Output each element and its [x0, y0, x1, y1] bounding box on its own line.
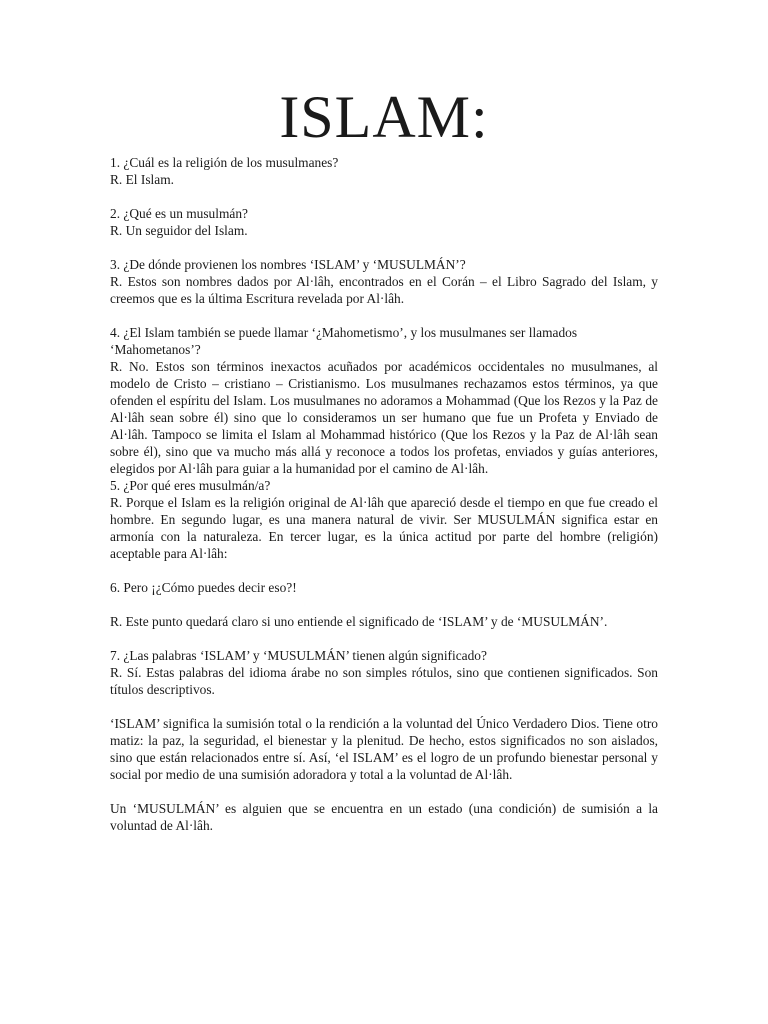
- paragraph-islam-meaning: ‘ISLAM’ significa la sumisión total o la rendición a la voluntad del Único Verdadero Dios. Tiene otro matiz: la paz, la seguridad, el bienestar y la plenitud. De hecho, estos significados no son aislados, sino que están relacionados entre sí. Así, ‘el ISLAM’ es el logro de un profundo bienestar personal y social por medio de una sumisión adoradora y total a la voluntad de Al·lâh.: [110, 716, 658, 782]
- question-5: 5. ¿Por qué eres musulmán/a?: [110, 478, 271, 493]
- answer-1: R. El Islam.: [110, 172, 174, 187]
- question-2: 2. ¿Qué es un musulmán?: [110, 206, 248, 221]
- answer-4: R. No. Estos son términos inexactos acuñados por académicos occidentales no musulmanes, al modelo de Cristo – cristiano – Cristianismo. Los musulmanes rechazamos estos términos, ya que ofenden el espíritu del Islam. Los musulmanes no adoramos a Mohammad (Que los Rezos y la Paz de Al·lâh sean sobre él) sino que lo consideramos un ser humano que fue un Profeta y Enviado de Al·lâh. Tampoco se limita el Islam al Mohammad histórico (Que los Rezos y la Paz de Al·lâh sean sobre él), sino que va mucho más allá y reconoce a todos los profetas, enviados y guías anteriores, elegidos por Al·lâh para guiar a la humanidad por el camino de Al·lâh.: [110, 359, 658, 476]
- question-4: 4. ¿El Islam también se puede llamar ‘¿Mahometismo’, y los musulmanes ser llamados ‘Mahometanos’?: [110, 325, 578, 357]
- document-body: [110, 154, 658, 834]
- question-6: 6. Pero ¡¿Cómo puedes decir eso?!: [110, 580, 297, 595]
- question-1: 1. ¿Cuál es la religión de los musulmanes?: [110, 155, 339, 170]
- answer-3: R. Estos son nombres dados por Al·lâh, encontrados en el Corán – el Libro Sagrado del Islam, y creemos que es la última Escritura revelada por Al·lâh.: [110, 274, 658, 306]
- answer-5: R. Porque el Islam es la religión original de Al·lâh que apareció desde el tiempo en que fue creado el hombre. En segundo lugar, es una manera natural de vivir. Ser MUSULMÁN significa estar en armonía con la naturaleza. En tercer lugar, es la única actitud por parte del hombre (religión) aceptable para Al·lâh:: [110, 495, 658, 561]
- paragraph-musulman-meaning: Un ‘MUSULMÁN’ es alguien que se encuentra en un estado (una condición) de sumisión a la voluntad de Al·lâh.: [110, 801, 658, 833]
- document-title: ISLAM:: [279, 84, 489, 150]
- answer-2: R. Un seguidor del Islam.: [110, 223, 248, 238]
- question-3: 3. ¿De dónde provienen los nombres ‘ISLAM’ y ‘MUSULMÁN’?: [110, 257, 466, 272]
- answer-6: R. Este punto quedará claro si uno entiende el significado de ‘ISLAM’ y de ‘MUSULMÁN’.: [110, 614, 608, 629]
- question-7: 7. ¿Las palabras ‘ISLAM’ y ‘MUSULMÁN’ tienen algún significado?: [110, 648, 487, 663]
- answer-7: R. Sí. Estas palabras del idioma árabe no son simples rótulos, sino que contienen significados. Son títulos descriptivos.: [110, 665, 658, 697]
